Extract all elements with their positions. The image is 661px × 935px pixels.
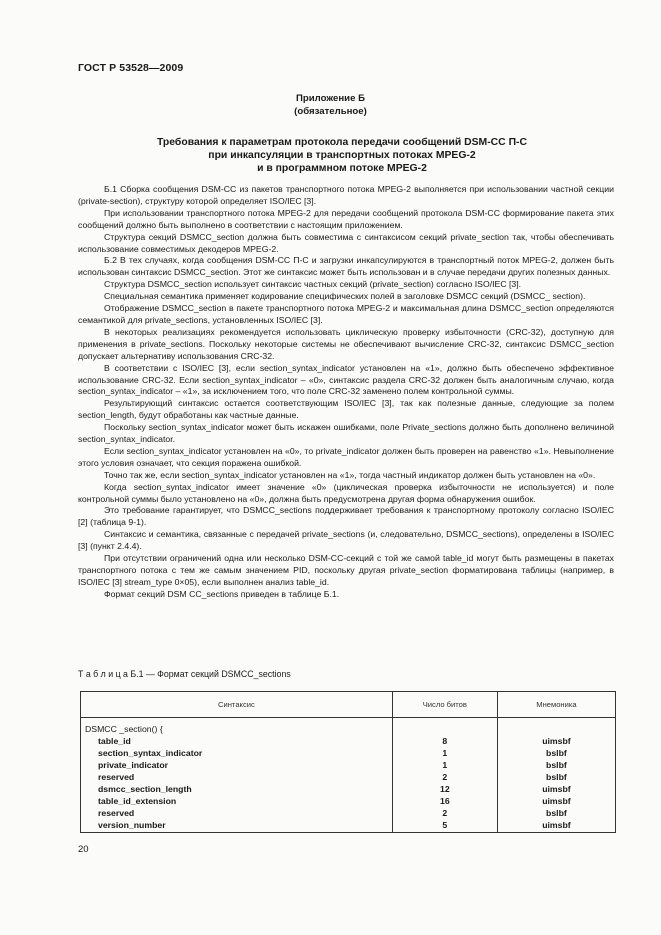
- syntax-cell: table_id_extension: [81, 795, 393, 807]
- bits-cell: 8: [392, 735, 497, 747]
- mnemonic-cell: uimsbf: [497, 819, 615, 833]
- paragraph: Точно так же, если section_syntax_indicator установлен на «1», тогда частный индикатор должен быть установлен на «0».: [104, 469, 596, 480]
- header-syntax: Синтаксис: [81, 692, 393, 718]
- mnemonic-cell: uimsbf: [497, 783, 615, 795]
- annex-title: [110, 136, 574, 175]
- paragraph: Структура DSMCC_section использует синтаксис частных секций (private_section) согласно ISO/IEC [3].: [104, 279, 522, 290]
- bits-cell: 1: [392, 759, 497, 771]
- annex-status: (обязательное): [294, 106, 367, 117]
- bits-cell: 1: [392, 747, 497, 759]
- syntax-cell: DSMCC _section() {: [81, 718, 393, 736]
- table-row: [81, 795, 616, 807]
- bits-cell: 5: [392, 819, 497, 833]
- annex-label: Приложение Б: [296, 93, 365, 104]
- paragraph: Синтаксис и семантика, связанные с передачей private_sections (и, следовательно, DSMCC_sections), определены в ISO/IEC [3] (пункт 2.4.4).: [78, 529, 614, 552]
- paragraph: Поскольку section_syntax_indicator может быть искажен ошибками, поле Private_sections должно быть дополнено величиной section_syntax_indicator.: [78, 422, 614, 445]
- paragraph: Специальная семантика применяет кодирование специфических полей в заголовке DSMCC секций (DSMCC_ section).: [104, 291, 586, 302]
- dsmcc-format-table: [80, 691, 616, 833]
- table-row: [81, 771, 616, 783]
- header-bits: Число битов: [392, 692, 497, 718]
- paragraph: Б.2 В тех случаях, когда сообщения DSM-CC П-С и загрузки инкапсулируются в транспортный поток MPEG-2, должен быть использован синтаксис DSMCC_section. Этот же синтаксис может быть использован и в случае передачи других полезных данных.: [78, 255, 614, 278]
- paragraph: При использовании транспортного потока MPEG-2 для передачи сообщений протокола DSM-CC формирование пакета этих сообщений должно быть выполнено в соответствии с настоящим приложением.: [78, 207, 614, 230]
- paragraph: Структура секций DSMCC_section должна быть совместима с синтаксисом секций private_section так, чтобы обеспечивать использование совместимых декодеров MPEG-2.: [78, 231, 614, 254]
- syntax-cell: reserved: [81, 771, 393, 783]
- bits-cell: 12: [392, 783, 497, 795]
- mnemonic-cell: [497, 718, 615, 736]
- table-header-row: [81, 692, 616, 718]
- table-row: [81, 747, 616, 759]
- paragraph: При отсутствии ограничений одна или несколько DSM-CC-секций с той же самой table_id могут быть размещены в пакетах транспортного потока с тем же самым значением PID, поскольку другая private_section форматирована таблицы (например, в ISO/IEC [3] stream_type 0×05), если выполнен анализ table_id.: [78, 553, 614, 587]
- paragraph: Когда section_syntax_indicator имеет значение «0» (циклическая проверка избыточности не используется) и поле контрольной суммы было установлено на «0», должна быть предусмотрена другая форма обнаружения ошибок.: [78, 481, 614, 504]
- table-row: [81, 807, 616, 819]
- paragraph: Отображение DSMCC_section в пакете транспортного потока MPEG-2 и максимальная длина DSMCC_section определяются семантикой для private_sections, установленных ISO/IEC [3].: [78, 303, 614, 325]
- table-row: [81, 783, 616, 795]
- paragraph: Если section_syntax_indicator установлен на «0», то private_indicator должен быть проверен на равенство «1». Невыполнение этого условия означает, что секция поражена ошибкой.: [78, 445, 614, 468]
- table-row: [81, 819, 616, 833]
- mnemonic-cell: bslbf: [497, 747, 615, 759]
- syntax-cell: version_number: [81, 819, 393, 833]
- syntax-cell: reserved: [81, 807, 393, 819]
- body-text: [78, 184, 614, 601]
- syntax-cell: section_syntax_indicator: [81, 747, 393, 759]
- mnemonic-cell: bslbf: [497, 771, 615, 783]
- syntax-cell: dsmcc_section_length: [81, 783, 393, 795]
- mnemonic-cell: bslbf: [497, 807, 615, 819]
- paragraph: В некоторых реализациях рекомендуется использовать циклическую проверку избыточности (CRC-32), доступную для применения в private_sections. Поскольку некоторые системы не обеспечивают вычисление CRC-32, синтаксис DSMCC_section допускает альтернативу использования CRC-32.: [78, 326, 614, 361]
- mnemonic-cell: uimsbf: [497, 795, 615, 807]
- table-row: [81, 718, 616, 736]
- table-row: [81, 759, 616, 771]
- syntax-cell: private_indicator: [81, 759, 393, 771]
- paragraph: В соответствии с ISO/IEC [3], если section_syntax_indicator установлен на «1», должно быть обеспечено эффективное использование CRC-32. Если section_syntax_indicator – «0», синтаксис раздела CRC-32 должен быть аналогичным случаю, когда section_syntax_indicator – «1», за исключением того, что поле CRC-32 заменено полем контрольной суммы.: [78, 362, 614, 397]
- bits-cell: 2: [392, 771, 497, 783]
- standard-code: ГОСТ Р 53528—2009: [78, 62, 184, 74]
- table-caption: Т а б л и ц а Б.1 — Формат секций DSMCC_sections: [78, 669, 291, 679]
- paragraph: Результирующий синтаксис остается соответствующим ISO/IEC [3], так как полезные данные, следующие за полем section_length, будут обработаны как частные данные.: [78, 398, 614, 421]
- page-number: 20: [78, 844, 89, 855]
- bits-cell: 2: [392, 807, 497, 819]
- title-line-2: при инкапсуляции в транспортных потоках MPEG-2: [208, 150, 476, 161]
- table-row: [81, 735, 616, 747]
- paragraph: Б.1 Сборка сообщения DSM-CC из пакетов транспортного потока MPEG-2 выполняется при использовании частной секции (private-section), структуру которой определяет ISO/IEC [3].: [78, 184, 614, 206]
- bits-cell: [392, 718, 497, 736]
- paragraph: Это требование гарантирует, что DSMCC_sections поддерживает требования к транспортному протоколу согласно ISO/IEC [2] (таблица 9-1).: [78, 505, 614, 528]
- header-mnemonic: Мнемоника: [497, 692, 615, 718]
- bits-cell: 16: [392, 795, 497, 807]
- title-line-1: Требования к параметрам протокола передачи сообщений DSM-CC П-С: [156, 137, 527, 148]
- paragraph: Формат секций DSM CC_sections приведен в таблице Б.1.: [104, 588, 340, 599]
- annex-heading: [0, 92, 661, 118]
- mnemonic-cell: bslbf: [497, 759, 615, 771]
- syntax-cell: table_id: [81, 735, 393, 747]
- mnemonic-cell: uimsbf: [497, 735, 615, 747]
- title-line-3: и в программном потоке MPEG-2: [257, 163, 427, 174]
